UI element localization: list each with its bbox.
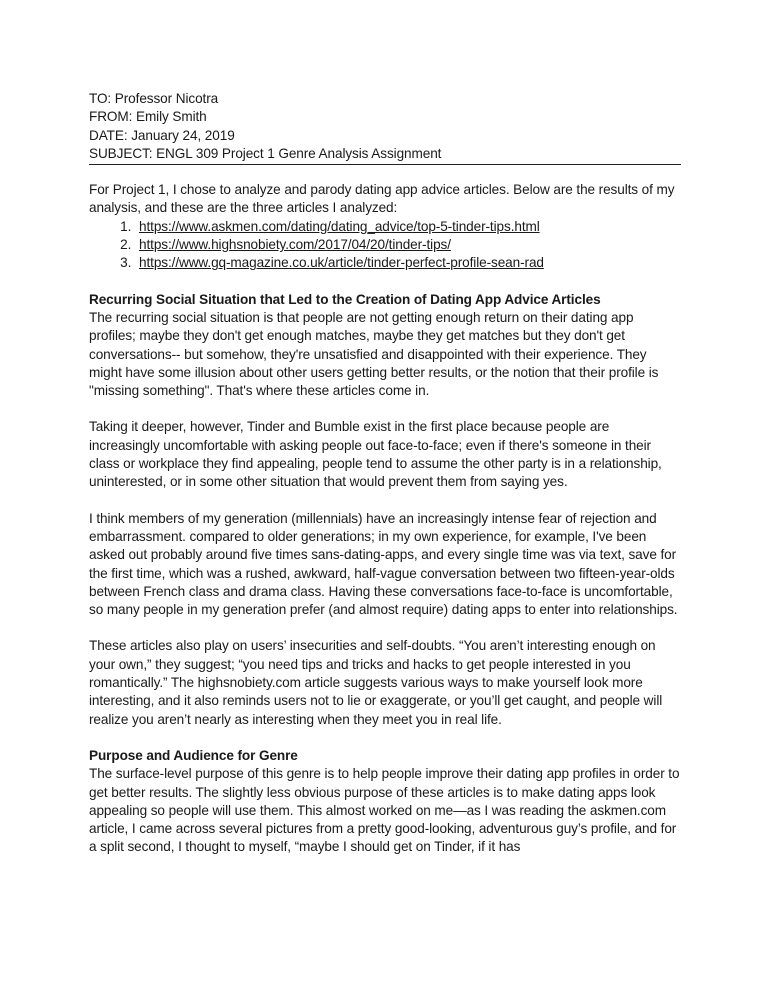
article-link-askmen[interactable]: https://www.askmen.com/dating/dating_advice/top-5-tinder-tips.html bbox=[139, 218, 540, 234]
paragraph: Taking it deeper, however, Tinder and Bumble exist in the first place because people are increasingly uncomfortable with asking people out face-to-face; even if there's someone in their class or workplace they find appealing, people tend to assume the other party is in a relationship, uninterested, or in some other situation that would prevent them from saying yes. bbox=[89, 419, 662, 490]
list-item bbox=[135, 254, 681, 272]
paragraph: The surface-level purpose of this genre is to help people improve their dating app profiles in order to get better results. The slightly less obvious purpose of these articles is to make dating apps look appealing so people will use them. This almost worked on me—as I was reading the askmen.com article, I came across several pictures from a pretty good-looking, adventurous guy’s profile, and for a split second, I thought to myself, “maybe I should get on Tinder, if it has bbox=[89, 766, 680, 855]
memo-date: DATE: January 24, 2019 bbox=[89, 127, 235, 143]
article-link-list bbox=[89, 218, 681, 273]
paragraph: I think members of my generation (millennials) have an increasingly intense fear of rejection and embarrassment. compared to older generations; in my own experience, for example, I've been asked out probably around five times sans-dating-apps, and every single time was via text, save for the first time, which was a rushed, awkward, half-vague conversation between two fifteen-year-olds between French class and drama class. Having these conversations face-to-face is uncomfortable, so many people in my generation prefer (and almost require) dating apps to enter into relationships. bbox=[89, 510, 678, 618]
document-page bbox=[89, 90, 681, 857]
article-link-gq[interactable]: https://www.gq-magazine.co.uk/article/tinder-perfect-profile-sean-rad bbox=[139, 255, 544, 271]
section-heading-social-situation: Recurring Social Situation that Led to the Creation of Dating App Advice Articles bbox=[89, 291, 601, 307]
memo-subject: SUBJECT: ENGL 309 Project 1 Genre Analysis Assignment bbox=[89, 145, 442, 161]
memo-from: FROM: Emily Smith bbox=[89, 109, 207, 125]
memo-to: TO: Professor Nicotra bbox=[89, 91, 219, 106]
list-item bbox=[135, 236, 681, 254]
intro-paragraph: For Project 1, I chose to analyze and parody dating app advice articles. Below are the results of my analysis, and these are the three articles I analyzed: bbox=[89, 182, 675, 216]
paragraph: The recurring social situation is that people are not getting enough return on their dating app profiles; maybe they don't get enough matches, maybe they get matches but they don't get conversations-- but somehow, they're unsatisfied and disappointed with their experience. They might have some illusion about other users getting better results, or the notion that their profile is "missing something". That's where these articles come in. bbox=[89, 309, 659, 399]
paragraph: These articles also play on users’ insecurities and self-doubts. “You aren’t interesting enough on your own,” they suggest; “you need tips and tricks and hacks to get people interested in you romantically.” The highsnobiety.com article suggests various ways to make yourself look more interesting, and it also reminds users not to lie or exaggerate, or you’ll get caught, and people will realize you aren’t nearly as interesting when they meet you in real life. bbox=[89, 638, 663, 727]
memo-header bbox=[89, 90, 681, 165]
article-link-highsnobiety[interactable]: https://www.highsnobiety.com/2017/04/20/tinder-tips/ bbox=[139, 237, 451, 253]
section-heading-purpose-audience: Purpose and Audience for Genre bbox=[89, 747, 298, 763]
list-item bbox=[135, 218, 681, 236]
